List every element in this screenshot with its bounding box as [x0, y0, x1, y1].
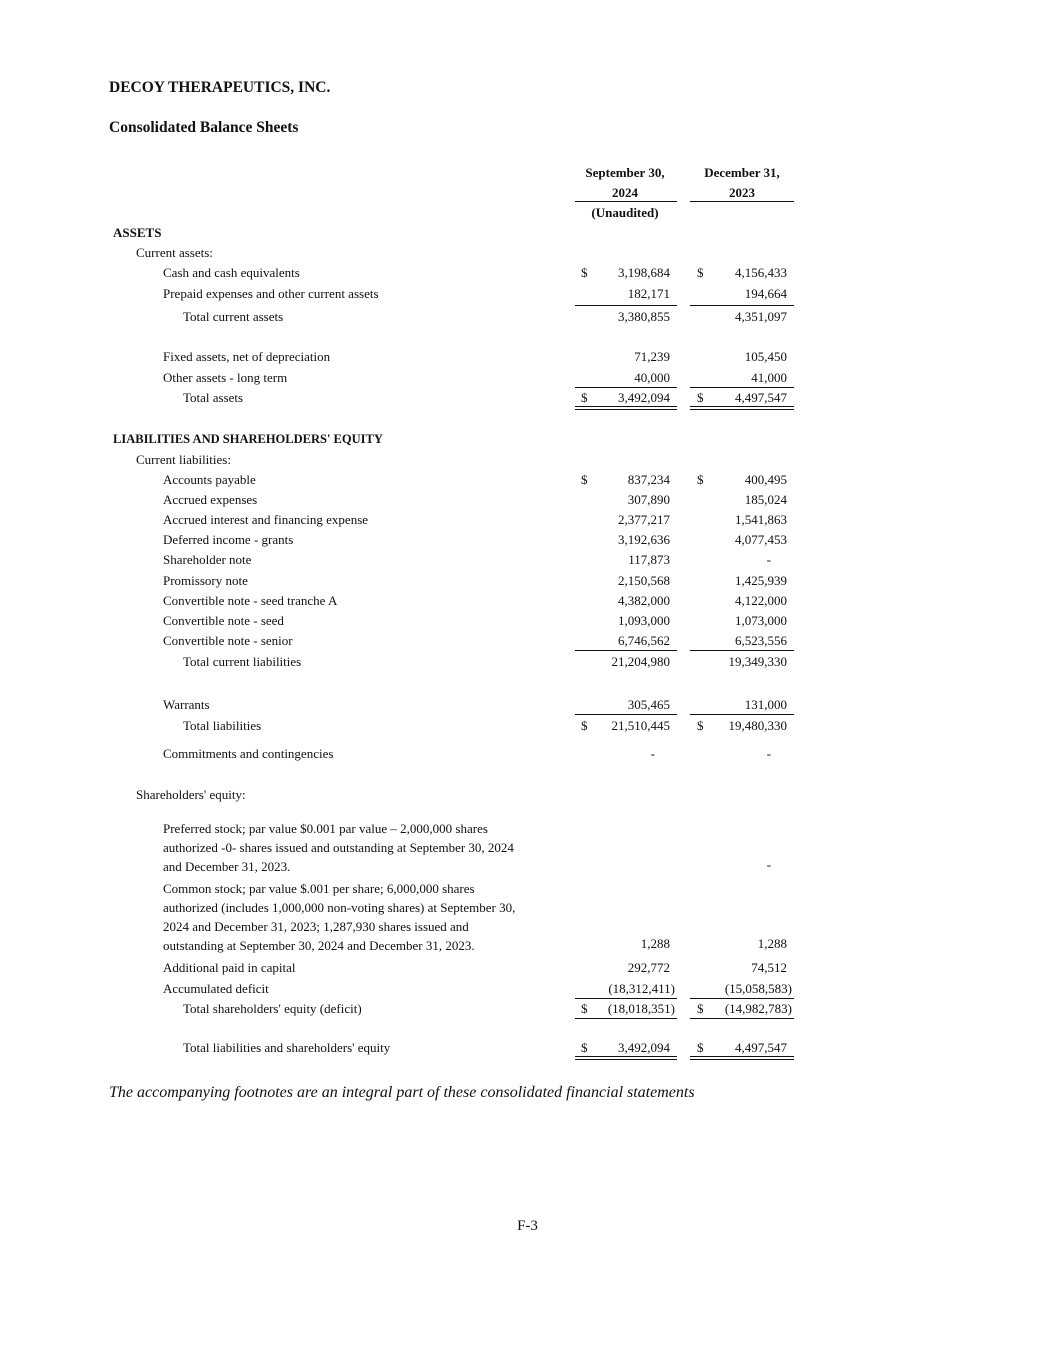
value-dec-2023: 194,664: [744, 286, 787, 301]
value-sep-2024: 3,492,094: [618, 390, 670, 405]
subtotal-rule-col2: [690, 1018, 794, 1019]
assets-heading: ASSETS: [113, 225, 162, 240]
currency-symbol: $: [581, 265, 588, 280]
header-rule-col1: [575, 201, 677, 202]
value-sep-2024: 3,198,684: [618, 265, 670, 280]
current-liabilities-heading-row: [0, 452, 1055, 470]
value-dec-2023: 1,073,000: [735, 613, 787, 628]
subtotal-rule-col1: [575, 714, 677, 715]
col1-header-line1: September 30,: [585, 165, 665, 180]
currency-symbol: $: [697, 1040, 704, 1055]
table-row: [0, 492, 1055, 510]
common-line: outstanding at September 30, 2024 and December 31, 2023.: [163, 938, 475, 953]
value-sep-2024: 6,746,562: [618, 633, 670, 648]
value-dec-2023: 1,288: [757, 936, 787, 951]
table-row: [0, 613, 1055, 631]
company-name: DECOY THERAPEUTICS, INC.: [109, 79, 331, 96]
currency-symbol: $: [697, 718, 704, 733]
row-label: Fixed assets, net of depreciation: [163, 349, 331, 364]
table-row: [0, 265, 1055, 283]
value-sep-2024: (18,018,351): [607, 1001, 675, 1016]
table-row: [0, 746, 1055, 764]
row-label: Total liabilities and shareholders' equity: [183, 1040, 391, 1055]
value-sep-2024: (18,312,411): [608, 981, 675, 996]
table-row: [0, 552, 1055, 570]
subtotal-rule-col2: [690, 998, 794, 999]
value-dec-2023: 1,425,939: [735, 573, 787, 588]
value-sep-2024: 182,171: [627, 286, 670, 301]
col1-header-note: (Unaudited): [591, 205, 659, 220]
currency-symbol: $: [581, 1001, 588, 1016]
col1-header-line2: 2024: [612, 185, 638, 200]
currency-symbol: $: [581, 472, 588, 487]
liabilities-heading: LIABILITIES AND SHAREHOLDERS' EQUITY: [113, 432, 383, 446]
value-dec-2023: 19,349,330: [728, 654, 787, 669]
table-row: [0, 857, 1055, 875]
table-row: [0, 472, 1055, 490]
row-label: Prepaid expenses and other current assets: [163, 286, 379, 301]
value-sep-2024: 1,093,000: [618, 613, 670, 628]
value-sep-2024: 837,234: [627, 472, 670, 487]
row-label: Total liabilities: [183, 718, 262, 733]
value-sep-2024: 2,150,568: [618, 573, 670, 588]
row-label: Shareholder note: [163, 552, 252, 567]
value-sep-2024: -: [650, 746, 655, 761]
preferred-line: authorized -0- shares issued and outstanding at September 30, 2024: [163, 840, 514, 855]
row-label: Total current assets: [183, 309, 284, 324]
statement-title: Consolidated Balance Sheets: [109, 119, 299, 136]
value-dec-2023: 4,077,453: [735, 532, 787, 547]
currency-symbol: $: [697, 390, 704, 405]
table-row: [0, 1001, 1055, 1019]
assets-heading-row: [0, 225, 1055, 243]
value-sep-2024: 40,000: [634, 370, 670, 385]
value-sep-2024: 117,873: [628, 552, 670, 567]
table-row: [0, 532, 1055, 550]
table-row: [0, 960, 1055, 978]
value-dec-2023: 4,122,000: [735, 593, 787, 608]
common-line: 2024 and December 31, 2023; 1,287,930 shares issued and: [163, 919, 469, 934]
row-label: Promissory note: [163, 573, 248, 588]
value-dec-2023: 4,351,097: [735, 309, 787, 324]
preferred-line: and December 31, 2023.: [163, 859, 291, 874]
row-label: Cash and cash equivalents: [163, 265, 300, 280]
value-sep-2024: 3,192,636: [618, 532, 670, 547]
value-sep-2024: 2,377,217: [618, 512, 670, 527]
equity-heading: Shareholders' equity:: [136, 787, 246, 802]
table-row: [0, 1040, 1055, 1058]
row-label: Commitments and contingencies: [163, 746, 334, 761]
value-sep-2024: 21,510,445: [611, 718, 670, 733]
row-label: Accrued interest and financing expense: [163, 512, 369, 527]
total-double-rule-col1: [575, 1056, 677, 1060]
table-row: [0, 654, 1055, 672]
total-double-rule-col2: [690, 1056, 794, 1060]
value-dec-2023: -: [766, 857, 771, 872]
table-row: [0, 936, 1055, 954]
value-dec-2023: 131,000: [744, 697, 787, 712]
table-row: [0, 981, 1055, 999]
subtotal-rule-col2: [690, 714, 794, 715]
value-sep-2024: 3,380,855: [618, 309, 670, 324]
subtotal-rule-col1: [575, 305, 677, 306]
value-sep-2024: 21,204,980: [611, 654, 670, 669]
currency-symbol: $: [697, 1001, 704, 1016]
liabilities-heading-row: [0, 432, 1055, 450]
currency-symbol: $: [697, 472, 704, 487]
currency-symbol: $: [581, 718, 588, 733]
value-dec-2023: 74,512: [751, 960, 787, 975]
row-label: Convertible note - seed: [163, 613, 284, 628]
value-dec-2023: 4,497,547: [735, 390, 787, 405]
value-sep-2024: 305,465: [627, 697, 670, 712]
subtotal-rule-col1: [575, 650, 677, 651]
value-dec-2023: (15,058,583): [724, 981, 792, 996]
row-label: Additional paid in capital: [163, 960, 296, 975]
value-sep-2024: 71,239: [634, 349, 670, 364]
value-dec-2023: 4,497,547: [735, 1040, 787, 1055]
table-row: [0, 593, 1055, 611]
common-line: authorized (includes 1,000,000 non-voting shares) at September 30,: [163, 900, 516, 915]
current-assets-heading: Current assets:: [136, 245, 213, 260]
current-liabilities-heading: Current liabilities:: [136, 452, 231, 467]
col2-header-line1: December 31,: [704, 165, 780, 180]
value-sep-2024: 1,288: [640, 936, 670, 951]
page-number: F-3: [517, 1218, 538, 1234]
value-sep-2024: 4,382,000: [618, 593, 670, 608]
value-dec-2023: 6,523,556: [735, 633, 787, 648]
row-label: Total assets: [183, 390, 244, 405]
row-label: Convertible note - senior: [163, 633, 293, 648]
row-label: Total current liabilities: [183, 654, 302, 669]
currency-symbol: $: [581, 390, 588, 405]
value-dec-2023: -: [766, 746, 771, 761]
equity-heading-row: [0, 787, 1055, 805]
row-label: Deferred income - grants: [163, 532, 294, 547]
footnote: The accompanying footnotes are an integral part of these consolidated financial statements: [109, 1084, 695, 1101]
row-label: Total shareholders' equity (deficit): [183, 1001, 362, 1016]
header-rule-col2: [690, 201, 794, 202]
value-dec-2023: 105,450: [744, 349, 787, 364]
row-label: Accrued expenses: [163, 492, 258, 507]
value-dec-2023: (14,982,783): [724, 1001, 792, 1016]
table-row: [0, 633, 1055, 651]
preferred-line: Preferred stock; par value $0.001 par value – 2,000,000 shares: [163, 821, 488, 836]
value-dec-2023: 41,000: [751, 370, 787, 385]
total-double-rule-col1: [575, 406, 677, 410]
subtotal-rule-col1: [575, 998, 677, 999]
row-label: Warrants: [163, 697, 210, 712]
row-label: Accumulated deficit: [163, 981, 269, 996]
table-row: [0, 349, 1055, 367]
table-row: [0, 718, 1055, 736]
table-row: [0, 370, 1055, 388]
row-label: Other assets - long term: [163, 370, 288, 385]
value-sep-2024: 307,890: [627, 492, 670, 507]
value-dec-2023: -: [766, 552, 771, 567]
row-label: Convertible note - seed tranche A: [163, 593, 338, 608]
common-line: Common stock; par value $.001 per share; 6,000,000 shares: [163, 881, 475, 896]
subtotal-rule-col2: [690, 387, 794, 388]
value-dec-2023: 1,541,863: [735, 512, 787, 527]
value-dec-2023: 400,495: [744, 472, 787, 487]
value-sep-2024: 3,492,094: [618, 1040, 670, 1055]
table-row: [0, 286, 1055, 304]
subtotal-rule-col2: [690, 305, 794, 306]
currency-symbol: $: [581, 1040, 588, 1055]
row-label: Accounts payable: [163, 472, 256, 487]
table-row: [0, 573, 1055, 591]
total-double-rule-col2: [690, 406, 794, 410]
table-row: [0, 309, 1055, 327]
col2-header-line2: 2023: [729, 185, 755, 200]
value-sep-2024: 292,772: [627, 960, 670, 975]
current-assets-heading-row: [0, 245, 1055, 263]
table-row: [0, 697, 1055, 715]
value-dec-2023: 19,480,330: [728, 718, 787, 733]
subtotal-rule-col1: [575, 1018, 677, 1019]
value-dec-2023: 4,156,433: [735, 265, 787, 280]
currency-symbol: $: [697, 265, 704, 280]
table-row: [0, 390, 1055, 408]
subtotal-rule-col2: [690, 650, 794, 651]
subtotal-rule-col1: [575, 387, 677, 388]
table-row: [0, 512, 1055, 530]
value-dec-2023: 185,024: [744, 492, 787, 507]
